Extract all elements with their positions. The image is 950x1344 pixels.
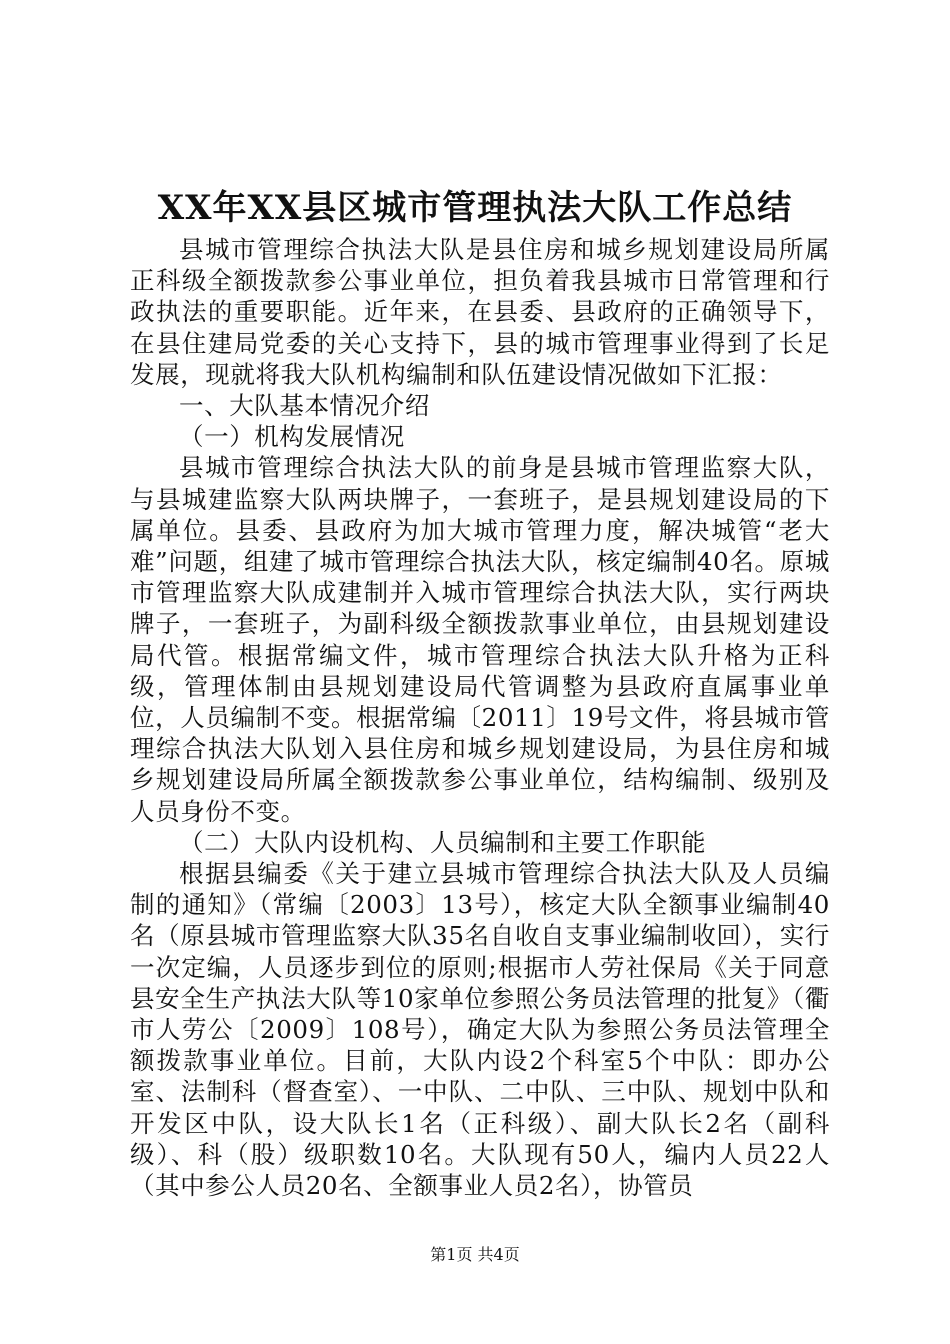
subsection-heading-1: （一）机构发展情况	[179, 422, 405, 452]
history-paragraph: 县城市管理综合执法大队的前身是县城市管理监察大队，与县城建监察大队两块牌子，一套班子，是县规划建设局的下属单位。县委、县政府为加大城市管理力度，解决城管“老大难”问题，组建了城市管理综合执法大队，核定编制40名。原城市管理监察大队成建制并入城市管理综合执法大队，实行两块牌子，一套班子，为副科级全额拨款事业单位，由县规划建设局代管。根据常编文件，城市管理综合执法大队升格为正科级，管理体制由县规划建设局代管调整为县政府直属事业单位，人员编制不变。根据常编〔2011〕19号文件，将县城市管理综合执法大队划入县住房和城乡规划建设局，为县住房和城乡规划建设局所属全额拨款参公事业单位，结构编制、级别及人员身份不变。	[130, 453, 830, 826]
document-body	[130, 234, 830, 1201]
section-heading-1: 一、大队基本情况介绍	[179, 391, 430, 421]
document-title: XX年XX县区城市管理执法大队工作总结	[157, 188, 793, 228]
intro-paragraph: 县城市管理综合执法大队是县住房和城乡规划建设局所属正科级全额拨款参公事业单位，担负着我县城市日常管理和行政执法的重要职能。近年来，在县委、县政府的正确领导下，在县住建局党委的关心支持下，县的城市管理事业得到了长足发展，现就将我大队机构编制和队伍建设情况做如下汇报：	[130, 235, 830, 389]
page-footer: 第1页 共4页	[430, 1245, 520, 1264]
structure-paragraph: 根据县编委《关于建立县城市管理综合执法大队及人员编制的通知》（常编〔2003〕13号），核定大队全额事业编制40名（原县城市管理监察大队35名自收自支事业编制收回），实行一次定编，人员逐步到位的原则;根据市人劳社保局《关于同意县安全生产执法大队等10家单位参照公务员法管理的批复》（衢市人劳公〔2009〕108号），确定大队为参照公务员法管理全额拨款事业单位。目前，大队内设2个科室5个中队：即办公室、法制科（督查室）、一中队、二中队、三中队、规划中队和开发区中队，设大队长1名（正科级）、副大队长2名（副科级）、科（股）级职数10名。大队现有50人，编内人员22人（其中参公人员20名、全额事业人员2名），协管员	[130, 859, 830, 1201]
subsection-heading-2: （二）大队内设机构、人员编制和主要工作职能	[179, 827, 707, 857]
